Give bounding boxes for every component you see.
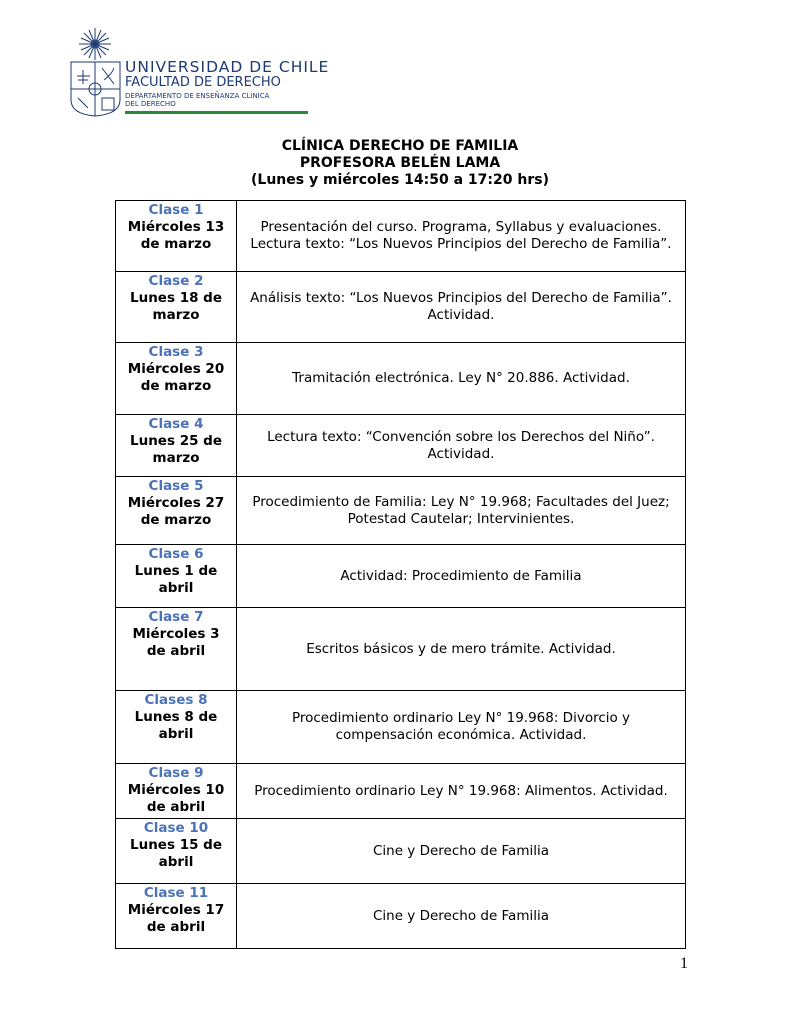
class-date: Miércoles 17 de abril [127, 902, 225, 935]
content-cell: Actividad: Procedimiento de Familia [237, 545, 686, 608]
class-label: Clase 2 [148, 273, 204, 289]
document-heading [0, 138, 800, 189]
content-cell: Lectura texto: “Convención sobre los Derechos del Niño”. Actividad. [237, 415, 686, 477]
green-divider [125, 111, 308, 114]
course-title: CLÍNICA DERECHO DE FAMILIA [281, 138, 519, 154]
table-row [116, 272, 686, 343]
professor-name: PROFESORA BELÉN LAMA [299, 155, 501, 171]
content-cell: Procedimiento de Familia: Ley N° 19.968; Facultades del Juez; Potestad Cautelar; Intervinientes. [237, 477, 686, 545]
class-cell [116, 201, 237, 272]
table-row [116, 415, 686, 477]
class-cell [116, 819, 237, 884]
class-cell [116, 764, 237, 819]
table-row [116, 545, 686, 608]
class-label: Clase 9 [148, 765, 204, 781]
content-cell: Procedimiento ordinario Ley N° 19.968: Alimentos. Actividad. [237, 764, 686, 819]
content-cell: Cine y Derecho de Familia [237, 884, 686, 949]
class-date: Lunes 25 de marzo [129, 433, 223, 466]
content-cell: Tramitación electrónica. Ley N° 20.886. Actividad. [237, 343, 686, 415]
class-date: Lunes 18 de marzo [129, 290, 223, 323]
class-label: Clase 7 [148, 609, 204, 625]
class-label: Clases 8 [144, 692, 208, 708]
class-date: Lunes 8 de abril [134, 709, 218, 742]
class-cell [116, 477, 237, 545]
class-date: Miércoles 10 de abril [127, 782, 225, 815]
content-cell: Procedimiento ordinario Ley N° 19.968: Divorcio y compensación económica. Actividad. [237, 691, 686, 764]
table-row [116, 477, 686, 545]
class-label: Clase 4 [148, 416, 204, 432]
department-line-2: DEL DERECHO [125, 100, 176, 108]
table-row [116, 608, 686, 691]
class-cell [116, 343, 237, 415]
class-cell [116, 545, 237, 608]
table-row [116, 201, 686, 272]
content-cell: Presentación del curso. Programa, Syllabus y evaluaciones. Lectura texto: “Los Nuevos Principios del Derecho de Familia”. [237, 201, 686, 272]
content-cell: Escritos básicos y de mero trámite. Actividad. [237, 608, 686, 691]
schedule: (Lunes y miércoles 14:50 a 17:20 hrs) [251, 172, 549, 188]
class-label: Clase 10 [143, 820, 209, 836]
class-label: Clase 1 [148, 202, 204, 218]
class-date: Miércoles 3 de abril [132, 626, 220, 659]
table-row [116, 884, 686, 949]
table-row [116, 343, 686, 415]
class-date: Lunes 1 de abril [134, 563, 218, 596]
class-label: Clase 11 [143, 885, 209, 901]
class-cell [116, 608, 237, 691]
page-number: 1 [680, 955, 688, 972]
class-cell [116, 272, 237, 343]
class-cell [116, 691, 237, 764]
content-cell: Cine y Derecho de Familia [237, 819, 686, 884]
faculty-name: FACULTAD DE DERECHO [125, 75, 281, 90]
class-date: Lunes 15 de abril [129, 837, 223, 870]
class-date: Miércoles 13 de marzo [127, 219, 225, 252]
department-line-1: DEPARTAMENTO DE ENSEÑANZA CLÍNICA [125, 92, 270, 100]
class-label: Clase 5 [148, 478, 204, 494]
class-label: Clase 3 [148, 344, 204, 360]
table-row [116, 819, 686, 884]
department-name [125, 92, 269, 108]
university-name: UNIVERSIDAD DE CHILE [125, 58, 330, 76]
class-schedule-table [115, 200, 686, 949]
class-label: Clase 6 [148, 546, 204, 562]
table-row [116, 691, 686, 764]
class-date: Miércoles 20 de marzo [127, 361, 225, 394]
class-date: Miércoles 27 de marzo [127, 495, 225, 528]
class-cell [116, 884, 237, 949]
class-cell [116, 415, 237, 477]
table-row [116, 764, 686, 819]
content-cell: Análisis texto: “Los Nuevos Principios del Derecho de Familia”. Actividad. [237, 272, 686, 343]
